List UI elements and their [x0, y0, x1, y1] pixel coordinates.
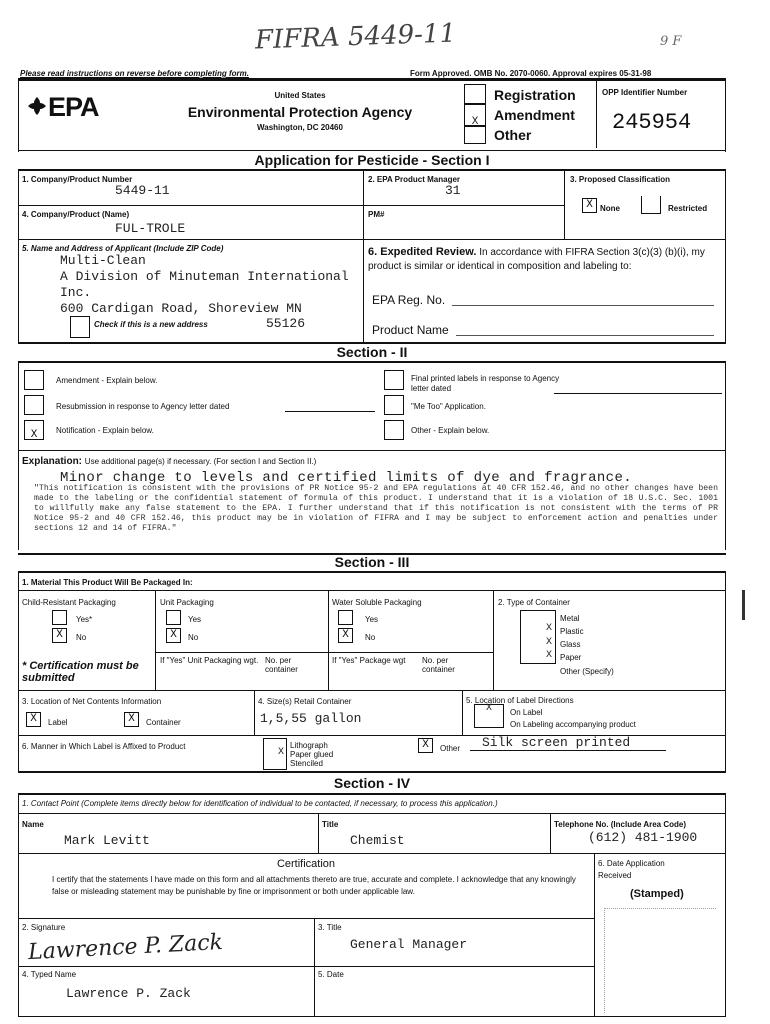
top-right-mark: 9 F — [660, 34, 682, 49]
expedited-text: In accordance with FIFRA Section 3(c)(3) (b)(i), my product is similar or identical in composition and labeling to: — [368, 247, 705, 272]
name-label: Name — [22, 820, 44, 829]
new-address-label: Check if this is a new address — [94, 320, 208, 329]
notification-label: Notification - Explain below. — [56, 426, 154, 435]
epa-logo: EPA — [48, 92, 99, 122]
amendment-label: Amendment — [494, 107, 575, 123]
contact-label: 1. Contact Point (Complete items directly below for identification of individual to be contacted, if necessary, to process this application.) — [22, 799, 498, 808]
date-label: 5. Date — [318, 970, 344, 979]
top-scrawl: FIFRA 5449-11 — [254, 18, 457, 56]
company-name-label: 4. Company/Product (Name) — [22, 210, 130, 219]
net-container-label: Container — [146, 718, 181, 727]
section4-title: Section - IV — [333, 775, 411, 791]
certification-title: Certification — [276, 858, 336, 870]
typed-name: Lawrence P. Zack — [66, 986, 191, 1001]
amendment-checkbox[interactable]: X — [464, 104, 486, 126]
amendment-explain-checkbox[interactable] — [24, 370, 44, 390]
section2-title: Section - II — [336, 344, 408, 360]
container-metal: Metal — [560, 614, 580, 623]
explanation-header — [22, 456, 316, 467]
child-yes-label: Yes* — [76, 615, 93, 624]
agency-name: Environmental Protection Agency — [187, 104, 413, 120]
unit-packaging-label: Unit Packaging — [160, 598, 214, 607]
product-manager-label: 2. EPA Product Manager — [368, 175, 461, 184]
signature: Lawrence P. Zack — [27, 929, 224, 966]
other-explain-checkbox[interactable] — [384, 420, 404, 440]
final-labels-checkbox[interactable] — [384, 370, 404, 390]
material-label: 1. Material This Product Will Be Packaged In: — [22, 578, 193, 587]
net-label-checkbox[interactable]: X — [26, 712, 41, 727]
certification-text: I certify that the statements I have made on this form and all attachments thereto are true, accurate and complete. I acknowledge that any knowingly false or misleading statement may be punishable by fine or imprisonment or both under applicable law. — [52, 875, 576, 896]
explanation-label: Explanation: — [22, 456, 83, 467]
restricted-label: Restricted — [668, 204, 708, 213]
other-explain-label: Other - Explain below. — [411, 426, 490, 435]
applicant-zip: 55126 — [266, 316, 306, 331]
product-manager: 31 — [445, 183, 461, 198]
product-name-label: Product Name — [372, 323, 449, 337]
child-resistant-label: Child-Resistant Packaging — [22, 598, 116, 607]
on-labeling-text: On Labeling accompanying product — [510, 720, 636, 729]
unit-no-label: No — [188, 633, 199, 642]
stamp-area — [604, 908, 716, 1013]
contact-title-label: Title — [322, 820, 339, 829]
epa-flower-icon — [26, 95, 48, 117]
registration-label: Registration — [494, 87, 576, 103]
manner-other-value: Silk screen printed — [470, 735, 666, 751]
container-paper: Paper — [560, 653, 582, 662]
company-number: 5449-11 — [115, 183, 170, 198]
none-label: None — [600, 204, 620, 213]
contact-name: Mark Levitt — [64, 833, 150, 848]
net-contents-label: 3. Location of Net Contents Information — [22, 697, 162, 706]
me-too-checkbox[interactable] — [384, 395, 404, 415]
label-directions-label: 5. Location of Label Directions — [466, 696, 574, 705]
company-name: FUL-TROLE — [115, 221, 186, 236]
opp-number: 245954 — [612, 110, 692, 135]
explanation-main: Minor change to levels and certified limits of dye and fragrance. — [60, 470, 633, 486]
section1-title: Application for Pesticide - Section I — [254, 152, 490, 168]
unit-no-checkbox[interactable]: X — [166, 628, 181, 643]
none-checkbox[interactable]: X — [582, 198, 597, 213]
container-mark-glass[interactable]: X — [545, 637, 552, 648]
applicant-line-2: A Division of Minuteman International — [60, 269, 349, 284]
notification-checkbox[interactable]: X — [24, 420, 44, 440]
signer-title-label: 3. Title — [318, 923, 342, 932]
manner-label: 6. Manner in Which Label is Affixed to Product — [22, 742, 186, 751]
expedited-review — [368, 245, 718, 274]
container-mark-plastic[interactable]: X — [545, 623, 552, 634]
net-label-label: Label — [48, 718, 68, 727]
amendment-explain-label: Amendment - Explain below. — [56, 376, 158, 385]
child-yes-checkbox[interactable] — [52, 610, 67, 625]
signature-label: 2. Signature — [22, 923, 66, 932]
net-container-checkbox[interactable]: X — [124, 712, 139, 727]
reg-no-label: EPA Reg. No. — [372, 293, 446, 307]
company-number-label: 1. Company/Product Number — [22, 175, 133, 184]
water-yes-label: Yes — [365, 615, 379, 624]
resubmission-label: Resubmission in response to Agency letter dated — [56, 402, 230, 411]
manner-other-checkbox[interactable]: X — [418, 738, 433, 753]
other-label: Other — [494, 127, 532, 143]
stenciled-label: Stenciled — [290, 759, 323, 768]
applicant-line-4: 600 Cardigan Road, Shoreview MN — [60, 301, 302, 316]
date-received-label: 6. Date Application Received — [598, 859, 665, 880]
child-no-label: No — [76, 633, 87, 642]
section3-title: Section - III — [334, 554, 410, 570]
water-no-checkbox[interactable]: X — [338, 628, 353, 643]
form-approval: Form Approved. OMB No. 2070-0060. Approval expires 05-31-98 — [410, 69, 652, 78]
phone-label: Telephone No. (Include Area Code) — [554, 820, 687, 829]
container-other: Other (Specify) — [560, 667, 614, 676]
new-address-checkbox[interactable] — [70, 316, 90, 338]
retail-sizes-label: 4. Size(s) Retail Container — [258, 697, 352, 706]
applicant-line-1: Multi-Clean — [60, 253, 146, 268]
water-no-label: No — [365, 633, 376, 642]
restricted-checkbox[interactable] — [641, 196, 661, 214]
container-glass: Glass — [560, 640, 581, 649]
explanation-stamp: "This notification is consistent with the provisions of PR Notice 95-2 and EPA regulations at 40 CFR 152.46, and no other changes have been made to the labeling or the confidential statement of formula of this product. I understand that it is a violation of 18 U.S.C. Sec. 1001 to willfully make any false statement to the EPA. I further understand that if this notification is not consistent with the terms of PR Notice 95-2 and 40 CFR 152.46, this product may be in violation of FIFRA and I may be subject to enforcement action and penalties under sections 12 and 14 of FIFRA." — [34, 484, 718, 533]
stamped-label: (Stamped) — [630, 888, 684, 900]
typed-name-label: 4. Typed Name — [22, 970, 77, 979]
cert-must-label: * Certification must be submitted — [22, 660, 139, 684]
instructions: Please read instructions on reverse before completing form. — [20, 69, 249, 78]
agency-city: Washington, DC 20460 — [257, 123, 343, 132]
water-if-yes-label: If "Yes" Package wgt — [332, 656, 406, 665]
unit-yes-label: Yes — [188, 615, 202, 624]
agency-country: United States — [274, 91, 326, 100]
applicant-label: 5. Name and Address of Applicant (Include ZIP Code) — [22, 244, 224, 253]
retail-sizes: 1,5,55 gallon — [260, 711, 362, 726]
unit-if-yes-label: If "Yes" Unit Packaging wgt. — [160, 656, 259, 665]
lithograph-label: Lithograph — [290, 741, 328, 750]
contact-title: Chemist — [350, 833, 405, 848]
paper-glued-label: Paper glued — [290, 750, 334, 759]
contact-phone: (612) 481-1900 — [588, 830, 698, 845]
water-no-per-container: No. per container — [422, 656, 455, 674]
applicant-line-3: Inc. — [60, 285, 92, 300]
on-label-checkbox[interactable]: X — [485, 703, 492, 714]
signer-title: General Manager — [350, 937, 468, 952]
container-mark-paper[interactable]: X — [545, 650, 552, 661]
container-type-label: 2. Type of Container — [498, 598, 570, 607]
final-labels-label: Final printed labels in response to Agency letter dated — [411, 374, 560, 393]
resubmission-checkbox[interactable] — [24, 395, 44, 415]
other-checkbox[interactable] — [464, 126, 486, 144]
child-no-checkbox[interactable]: X — [52, 628, 67, 643]
water-yes-checkbox[interactable] — [338, 610, 353, 625]
container-plastic: Plastic — [560, 627, 584, 636]
unit-no-per-container: No. per container — [265, 656, 298, 674]
paper-glued-mark[interactable]: X — [278, 747, 285, 758]
proposed-classification-label: 3. Proposed Classification — [570, 175, 671, 184]
manner-other-label: Other — [440, 744, 461, 753]
pm-number-label: PM# — [368, 210, 385, 219]
on-label-text: On Label — [510, 708, 543, 717]
scan-artifact — [742, 590, 745, 620]
water-soluble-label: Water Soluble Packaging — [332, 598, 422, 607]
expedited-title: 6. Expedited Review. — [368, 246, 477, 258]
opp-label: OPP Identifier Number — [602, 88, 688, 97]
unit-yes-checkbox[interactable] — [166, 610, 181, 625]
registration-checkbox[interactable] — [464, 84, 486, 104]
explanation-note: Use additional page(s) if necessary. (For section I and Section II.) — [84, 457, 317, 466]
me-too-label: "Me Too" Application. — [411, 402, 486, 411]
